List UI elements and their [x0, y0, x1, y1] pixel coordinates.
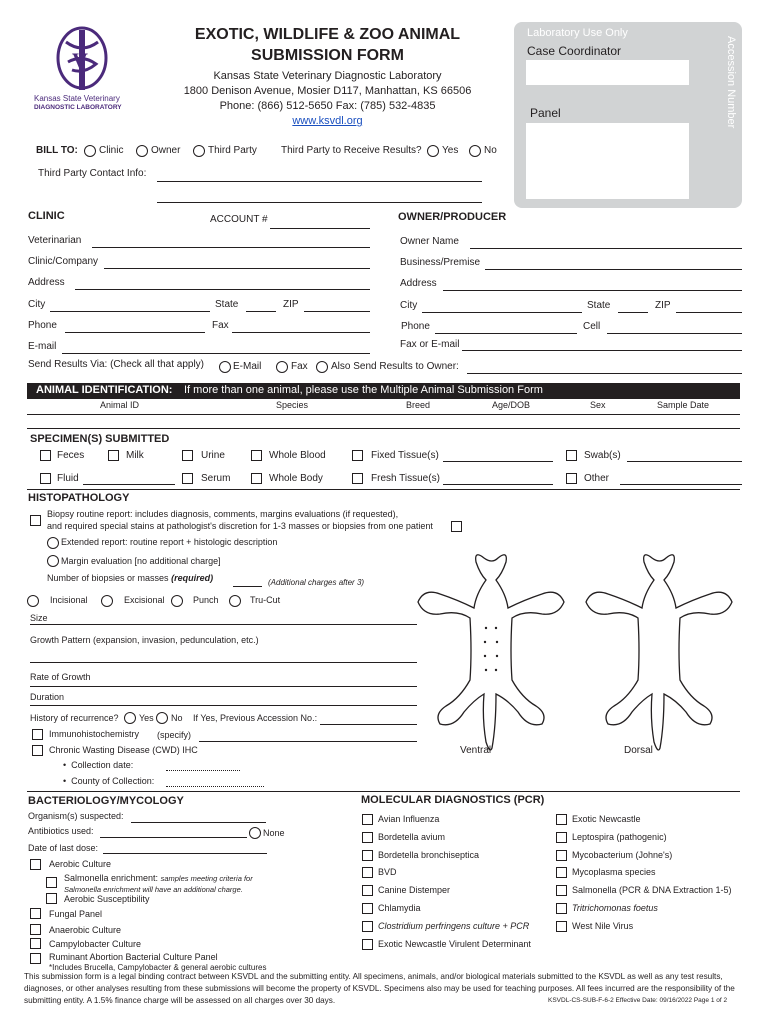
- panel-label: Panel: [530, 106, 561, 120]
- pcr-right-label-5: Tritrichomonas foetus: [572, 903, 658, 913]
- form-code: KSVDL-CS-SUB-F-6-2 Effective Date: 09/16/2022 Page 1 of 2: [548, 997, 728, 1004]
- owner-heading: OWNER/PRODUCER: [398, 211, 507, 223]
- fresh-tissue-field[interactable]: [443, 484, 553, 485]
- clinic-phone-label: Phone: [28, 320, 57, 331]
- lab-use-title: Laboratory Use Only: [527, 27, 628, 39]
- fixed-tissue-field[interactable]: [443, 461, 553, 462]
- pcr-right-checkbox-3[interactable]: [556, 867, 567, 878]
- pcr-right-checkbox-4[interactable]: [556, 885, 567, 896]
- owner-cell-field[interactable]: [607, 333, 742, 334]
- size-label: Size: [30, 613, 48, 623]
- required-text: (required): [171, 573, 214, 583]
- clinic-email-label: E-mail: [28, 341, 57, 352]
- salmonella-enrichment-checkbox[interactable]: [46, 877, 57, 888]
- duration-label: Duration: [30, 692, 65, 702]
- owner-address-field[interactable]: [443, 290, 742, 291]
- serum-checkbox[interactable]: [182, 473, 193, 484]
- collection-date-text: Collection date:: [71, 760, 134, 770]
- tru-cut-radio[interactable]: [229, 595, 241, 607]
- whole-body-checkbox[interactable]: [251, 473, 262, 484]
- pcr-left-label-0: Avian Influenza: [378, 814, 440, 824]
- milk-checkbox[interactable]: [108, 450, 119, 461]
- fresh-tissue-checkbox[interactable]: [352, 473, 363, 484]
- pcr-left-label-6: Clostridium perfringens culture + PCR: [378, 920, 530, 931]
- ihc-specify-label: (specify): [157, 730, 192, 740]
- business-field[interactable]: [485, 269, 742, 270]
- pcr-right-label-2: Mycobacterium (Johne's): [572, 849, 673, 860]
- number-biopsies-label: [47, 573, 213, 583]
- bill-owner-label: Owner: [151, 145, 181, 156]
- salmonella-bold-text: Salmonella enrichment:: [64, 873, 159, 883]
- send-owner-field[interactable]: [467, 373, 742, 374]
- excisional-radio[interactable]: [101, 595, 113, 607]
- clinic-zip-field[interactable]: [304, 311, 370, 312]
- account-label: ACCOUNT #: [210, 214, 268, 225]
- history-yes-label: Yes: [139, 713, 154, 723]
- number-biopsies-text: Number of biopsies or masses: [47, 573, 169, 583]
- aerobic-susc-label: Aerobic Susceptibility: [64, 894, 150, 904]
- col-species: Species: [276, 400, 309, 410]
- bill-to-label: BILL TO:: [36, 145, 78, 156]
- logo-text-2: DIAGNOSTIC LABORATORY: [34, 104, 122, 111]
- previous-accession-field[interactable]: [320, 724, 417, 725]
- other-label: Other: [584, 473, 610, 484]
- organisms-label: Organism(s) suspected:: [28, 811, 124, 821]
- pcr-right-checkbox-6[interactable]: [556, 921, 567, 932]
- pcr-left-checkbox-1[interactable]: [362, 832, 373, 843]
- owner-name-label: Owner Name: [400, 236, 459, 247]
- bill-clinic-radio[interactable]: [84, 145, 96, 157]
- anaerobic-checkbox[interactable]: [30, 924, 41, 935]
- pcr-left-checkbox-3[interactable]: [362, 867, 373, 878]
- lab-phone: Phone: (866) 512-5650 Fax: (785) 532-4835: [219, 100, 436, 112]
- bill-third-party-label: Third Party: [208, 145, 257, 156]
- biopsy-text-1: Biopsy routine report: includes diagnosis, comments, margins evaluations (if requested),: [47, 509, 399, 519]
- ruminant-label: Ruminant Abortion Bacterial Culture Panel: [49, 952, 218, 962]
- owner-zip-label: ZIP: [655, 300, 671, 311]
- clinic-city-field[interactable]: [50, 311, 210, 312]
- last-dose-label: Date of last dose:: [28, 843, 99, 853]
- logo-text-1: Kansas State Veterinary: [34, 94, 120, 103]
- form-title-1: EXOTIC, WILDLIFE & ZOO ANIMAL: [194, 26, 461, 43]
- collection-date-field[interactable]: [166, 770, 240, 771]
- veterinarian-field[interactable]: [92, 247, 370, 248]
- ihc-label: Immunohistochemistry: [49, 729, 140, 739]
- clinic-fax-field[interactable]: [232, 332, 370, 333]
- third-party-yes-radio[interactable]: [427, 145, 439, 157]
- send-results-label: Send Results Via: (Check all that apply): [28, 359, 205, 370]
- number-biopsies-field[interactable]: [233, 586, 262, 587]
- col-animal-id: Animal ID: [100, 400, 140, 410]
- clinic-address-field[interactable]: [75, 289, 370, 290]
- animal-body-diagram: [410, 548, 740, 758]
- history-label: History of recurrence?: [30, 713, 119, 723]
- punch-label: Punch: [193, 595, 219, 605]
- pcr-left-label-7: Exotic Newcastle Virulent Determinant: [378, 938, 531, 949]
- swab-checkbox[interactable]: [566, 450, 577, 461]
- third-party-no-radio[interactable]: [469, 145, 481, 157]
- fixed-tissue-label: Fixed Tissue(s): [371, 450, 439, 461]
- clinic-zip-label: ZIP: [283, 299, 299, 310]
- pcr-left-checkbox-4[interactable]: [362, 885, 373, 896]
- specimens-separator: [27, 489, 740, 490]
- feces-label: Feces: [57, 450, 85, 461]
- owner-name-field[interactable]: [470, 248, 742, 249]
- biopsy-checkbox-2[interactable]: [451, 521, 462, 532]
- owner-city-field[interactable]: [422, 312, 582, 313]
- pcr-right-checkbox-0[interactable]: [556, 814, 567, 825]
- panel-field[interactable]: [526, 123, 689, 199]
- lab-name: Kansas State Veterinary Diagnostic Laboratory: [213, 70, 442, 82]
- fungal-label: Fungal Panel: [49, 909, 103, 919]
- aerobic-label: Aerobic Culture: [49, 859, 112, 869]
- whole-blood-checkbox[interactable]: [251, 450, 262, 461]
- last-dose-field[interactable]: [103, 853, 267, 854]
- county-text: County of Collection:: [71, 776, 155, 786]
- milk-label: Milk: [126, 450, 144, 461]
- send-owner-label: Also Send Results to Owner:: [331, 361, 459, 372]
- county-label: • County of Collection:: [63, 776, 155, 786]
- clinic-phone-field[interactable]: [65, 332, 205, 333]
- animal-id-bar: [27, 383, 740, 399]
- size-field[interactable]: [30, 624, 417, 625]
- swab-field[interactable]: [627, 461, 742, 462]
- animal-id-bar-bold: ANIMAL IDENTIFICATION:: [36, 384, 173, 396]
- history-yes-radio[interactable]: [124, 712, 136, 724]
- footer-line-3: submitting entity. A 1.5% finance charge will be assessed on all charges over 30 days.: [24, 996, 336, 1005]
- third-party-contact-line-1[interactable]: [157, 181, 482, 182]
- form-title-2: SUBMISSION FORM: [251, 47, 404, 64]
- case-coordinator-label: Case Coordinator: [527, 44, 622, 58]
- pcr-left-label-5: Chlamydia: [378, 903, 421, 913]
- animal-id-columns: [27, 399, 740, 415]
- extended-radio[interactable]: [47, 537, 59, 549]
- fluid-checkbox[interactable]: [40, 473, 51, 484]
- urine-checkbox[interactable]: [182, 450, 193, 461]
- owner-fax-email-label: Fax or E-mail: [400, 339, 460, 350]
- antibiotics-none-radio[interactable]: [249, 827, 261, 839]
- ihc-checkbox[interactable]: [32, 729, 43, 740]
- pcr-right-checkbox-5[interactable]: [556, 903, 567, 914]
- margin-radio[interactable]: [47, 555, 59, 567]
- clinic-email-field[interactable]: [62, 353, 370, 354]
- third-party-contact-label: Third Party Contact Info:: [38, 168, 147, 179]
- bill-owner-radio[interactable]: [136, 145, 148, 157]
- owner-phone-field[interactable]: [435, 333, 577, 334]
- history-no-radio[interactable]: [156, 712, 168, 724]
- owner-city-label: City: [400, 300, 418, 311]
- tru-cut-label: Tru-Cut: [250, 595, 281, 605]
- excisional-label: Excisional: [124, 595, 165, 605]
- clinic-fax-label: Fax: [212, 320, 229, 331]
- owner-zip-field[interactable]: [676, 312, 742, 313]
- account-field[interactable]: [270, 228, 370, 229]
- rate-field[interactable]: [30, 686, 417, 687]
- pcr-left-checkbox-0[interactable]: [362, 814, 373, 825]
- pcr-right-label-1: Leptospira (pathogenic): [572, 831, 667, 842]
- fresh-tissue-label: Fresh Tissue(s): [371, 473, 440, 484]
- pcr-heading: MOLECULAR DIAGNOSTICS (PCR): [361, 794, 545, 806]
- owner-phone-label: Phone: [401, 321, 430, 332]
- lab-website-link[interactable]: www.ksvdl.org: [292, 115, 363, 127]
- histo-heading: HISTOPATHOLOGY: [28, 492, 130, 504]
- footer-line-1: This submission form is a legal binding contract between KSVDL and the submitting entity. All specimens, animals, and/or biological materials submitted to the KSVDL as well as any test results,: [24, 972, 723, 981]
- pcr-right-label-6: West Nile Virus: [572, 920, 634, 931]
- business-label: Business/Premise: [400, 257, 481, 268]
- salmonella-enrichment-label: [64, 873, 253, 883]
- aerobic-checkbox[interactable]: [30, 859, 41, 870]
- pcr-left-checkbox-7[interactable]: [362, 939, 373, 950]
- veterinarian-label: Veterinarian: [28, 235, 82, 246]
- dorsal-silhouette-icon: [586, 555, 732, 750]
- histo-separator: [27, 791, 740, 792]
- county-field[interactable]: [166, 786, 264, 787]
- incisional-label: Incisional: [50, 595, 88, 605]
- campylobacter-checkbox[interactable]: [30, 938, 41, 949]
- fluid-field[interactable]: [83, 484, 175, 485]
- clinic-heading: CLINIC: [28, 210, 65, 222]
- third-party-results-label: Third Party to Receive Results?: [281, 145, 422, 156]
- cwd-checkbox[interactable]: [32, 745, 43, 756]
- swab-label: Swab(s): [584, 450, 621, 461]
- campylobacter-label: Campylobacter Culture: [49, 939, 142, 949]
- biopsy-checkbox[interactable]: [30, 515, 41, 526]
- footer-line-2: diagnoses, or other analyses resulting from these submissions will become the property of KSVDL. Specimens also may be used for teaching purposes. All fees incurred are the responsibility of the: [24, 984, 735, 993]
- duration-field[interactable]: [30, 705, 417, 706]
- send-owner-radio[interactable]: [316, 361, 328, 373]
- whole-blood-label: Whole Blood: [269, 450, 326, 461]
- pcr-left-checkbox-5[interactable]: [362, 903, 373, 914]
- col-age: Age/DOB: [492, 400, 531, 410]
- lab-address: 1800 Denison Avenue, Mosier D117, Manhattan, KS 66506: [183, 85, 472, 97]
- aerobic-susc-checkbox[interactable]: [46, 893, 57, 904]
- antibiotics-field[interactable]: [100, 837, 247, 838]
- pcr-left-checkbox-6[interactable]: [362, 921, 373, 932]
- accession-number-label: Accession Number: [725, 36, 737, 129]
- incisional-radio[interactable]: [27, 595, 39, 607]
- col-sample-date: Sample Date: [657, 400, 710, 410]
- send-email-radio[interactable]: [219, 361, 231, 373]
- send-fax-radio[interactable]: [276, 361, 288, 373]
- specimens-heading: SPECIMEN(S) SUBMITTED: [30, 433, 170, 445]
- fluid-label: Fluid: [57, 473, 79, 484]
- pcr-right-label-3: Mycoplasma species: [572, 867, 656, 878]
- caduceus-logo-icon: [32, 24, 132, 94]
- cwd-label: Chronic Wasting Disease (CWD) IHC: [49, 745, 198, 755]
- owner-state-field[interactable]: [618, 312, 648, 313]
- organisms-field[interactable]: [131, 822, 266, 823]
- antibiotics-label: Antibiotics used:: [28, 826, 94, 836]
- pcr-right-label-0: Exotic Newcastle: [572, 814, 641, 824]
- feces-checkbox[interactable]: [40, 450, 51, 461]
- additional-charges-text: (Additional charges after 3): [268, 578, 365, 587]
- owner-cell-label: Cell: [583, 321, 601, 332]
- urine-label: Urine: [201, 450, 225, 461]
- ihc-specify-field[interactable]: [199, 741, 417, 742]
- dorsal-label: Dorsal: [624, 745, 653, 756]
- fixed-tissue-checkbox[interactable]: [352, 450, 363, 461]
- whole-body-label: Whole Body: [269, 473, 323, 484]
- other-checkbox[interactable]: [566, 473, 577, 484]
- extended-label: Extended report: routine report + histologic description: [61, 537, 278, 547]
- punch-radio[interactable]: [171, 595, 183, 607]
- case-coordinator-field[interactable]: [526, 60, 689, 85]
- pcr-left-label-3: BVD: [378, 867, 397, 878]
- pcr-right-checkbox-2[interactable]: [556, 850, 567, 861]
- pcr-left-checkbox-2[interactable]: [362, 850, 373, 861]
- owner-address-label: Address: [400, 278, 437, 289]
- clinic-state-label: State: [215, 299, 239, 310]
- owner-fax-email-field[interactable]: [462, 350, 742, 351]
- send-email-label: E-Mail: [233, 361, 262, 372]
- growth-label: Growth Pattern (expansion, invasion, pedunculation, etc.): [30, 635, 259, 645]
- owner-state-label: State: [587, 300, 611, 311]
- col-breed: Breed: [406, 400, 431, 410]
- salmonella-note: Salmonella enrichment will have an additional charge.: [64, 885, 243, 894]
- bact-heading: BACTERIOLOGY/MYCOLOGY: [28, 795, 184, 807]
- history-no-label: No: [171, 713, 183, 723]
- ventral-label: Ventral: [460, 745, 492, 756]
- pcr-right-label-4: Salmonella (PCR & DNA Extraction 1-5): [572, 885, 732, 896]
- clinic-address-label: Address: [28, 277, 65, 288]
- ventral-silhouette-icon: [418, 555, 564, 750]
- clinic-company-label: Clinic/Company: [28, 256, 99, 267]
- margin-label: Margin evaluation [no additional charge]: [61, 556, 221, 566]
- biopsy-text-2: and required special stains at pathologist's discretion for 1-3 masses or biopsies from one patient: [47, 521, 433, 531]
- fungal-checkbox[interactable]: [30, 908, 41, 919]
- ruminant-note: *Includes Brucella, Campylobacter & general aerobic cultures: [49, 963, 267, 972]
- third-party-no-label: No: [484, 145, 497, 156]
- clinic-company-field[interactable]: [104, 268, 370, 269]
- ruminant-checkbox[interactable]: [30, 953, 41, 964]
- salmonella-italic-text: samples meeting criteria for: [160, 874, 253, 883]
- collection-date-label: • Collection date:: [63, 760, 134, 770]
- send-fax-label: Fax: [291, 361, 308, 372]
- svg-text:V: V: [72, 48, 88, 73]
- third-party-contact-line-2[interactable]: [157, 202, 482, 203]
- anaerobic-label: Anaerobic Culture: [49, 925, 122, 935]
- bill-third-party-radio[interactable]: [193, 145, 205, 157]
- pcr-left-label-4: Canine Distemper: [378, 885, 451, 896]
- pcr-left-label-2: Bordetella bronchiseptica: [378, 849, 480, 860]
- col-sex: Sex: [590, 400, 606, 410]
- growth-field[interactable]: [30, 662, 417, 663]
- animal-id-row-line[interactable]: [27, 428, 740, 429]
- bill-clinic-label: Clinic: [99, 145, 124, 156]
- pcr-right-checkbox-1[interactable]: [556, 832, 567, 843]
- rate-label: Rate of Growth: [30, 672, 91, 682]
- pcr-left-label-1: Bordetella avium: [378, 831, 446, 842]
- previous-accession-label: If Yes, Previous Accession No.:: [193, 713, 318, 723]
- third-party-yes-label: Yes: [442, 145, 459, 156]
- clinic-city-label: City: [28, 299, 46, 310]
- animal-id-bar-text: If more than one animal, please use the Multiple Animal Submission Form: [184, 384, 543, 396]
- other-field[interactable]: [620, 484, 742, 485]
- serum-label: Serum: [201, 473, 231, 484]
- clinic-state-field[interactable]: [246, 311, 276, 312]
- ksvdl-logo: [32, 24, 132, 114]
- antibiotics-none-label: None: [263, 828, 285, 838]
